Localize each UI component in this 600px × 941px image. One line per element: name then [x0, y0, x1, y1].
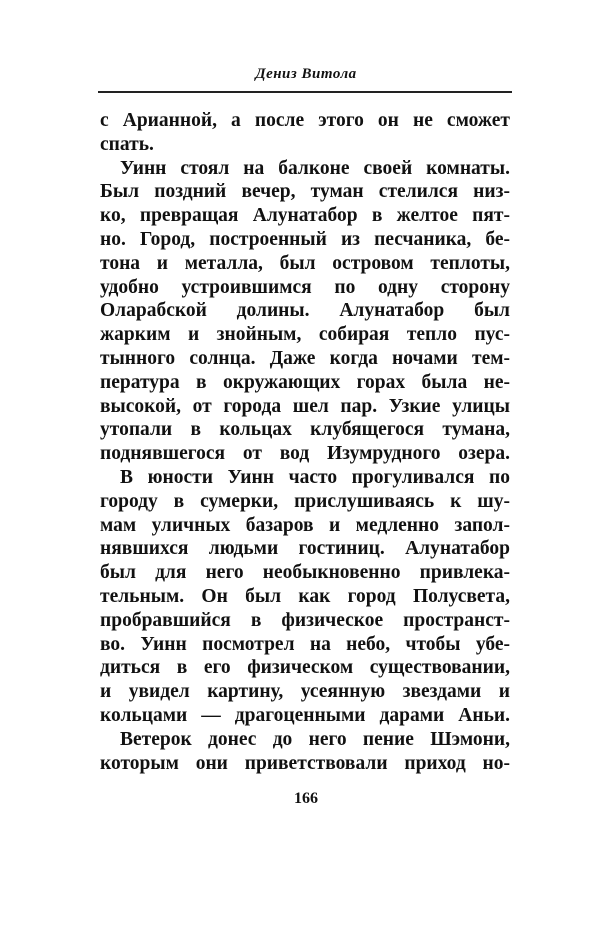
text-line: удобно устроившимся по одну сторону: [100, 276, 510, 298]
text-line: диться в его физическом существовании,: [100, 657, 510, 679]
text-line: пробравшийся в физическое пространст-: [100, 609, 510, 631]
text-line: Оларабской долины. Алунатабор был: [100, 300, 510, 322]
text-line: был для него необыкновенно привлека-: [100, 562, 510, 584]
text-line: тынного солнца. Даже когда ночами тем-: [100, 347, 510, 369]
text-line: В юности Уинн часто прогуливался по: [120, 466, 510, 488]
text-line: Уинн стоял на балконе своей комнаты.: [120, 157, 510, 179]
page-number: 166: [294, 790, 318, 807]
text-line: которым они приветствовали приход но-: [100, 752, 510, 774]
text-line: пература в окружающих горах была не-: [100, 371, 510, 393]
text-line: тона и металла, был островом теплоты,: [100, 252, 510, 274]
body-text: [100, 109, 510, 775]
text-line: Ветерок донес до него пение Шэмони,: [120, 728, 510, 750]
text-line: тельным. Он был как город Полусвета,: [100, 585, 510, 607]
text-line: во. Уинн посмотрел на небо, чтобы убе-: [100, 633, 510, 655]
text-line: ко, превращая Алунатабор в желтое пят-: [100, 205, 510, 227]
text-line: с Арианной, а после этого он не сможет: [100, 110, 510, 131]
text-line: Был поздний вечер, туман стелился низ-: [100, 181, 510, 203]
text-line: но. Город, построенный из песчаника, бе-: [100, 228, 510, 250]
text-line: кольцами — драгоценными дарами Аньи.: [100, 704, 510, 726]
text-line: высокой, от города шел пар. Узкие улицы: [100, 395, 510, 417]
text-line: поднявшегося от вод Изумрудного озера.: [100, 443, 510, 465]
text-line: жарким и знойным, собирая тепло пус-: [100, 324, 510, 346]
text-line: спать.: [100, 133, 154, 155]
header-rule: [98, 91, 512, 93]
running-header: Дениз Витола: [255, 66, 357, 82]
text-line: утопали в кольцах клубящегося тумана,: [100, 419, 510, 441]
text-line: мам уличных базаров и медленно запол-: [100, 514, 510, 536]
text-line: и увидел картину, усеянную звездами и: [100, 681, 510, 703]
text-line: нявшихся людьми гостиниц. Алунатабор: [100, 538, 510, 560]
text-line: городу в сумерки, прислушиваясь к шу-: [100, 490, 510, 512]
